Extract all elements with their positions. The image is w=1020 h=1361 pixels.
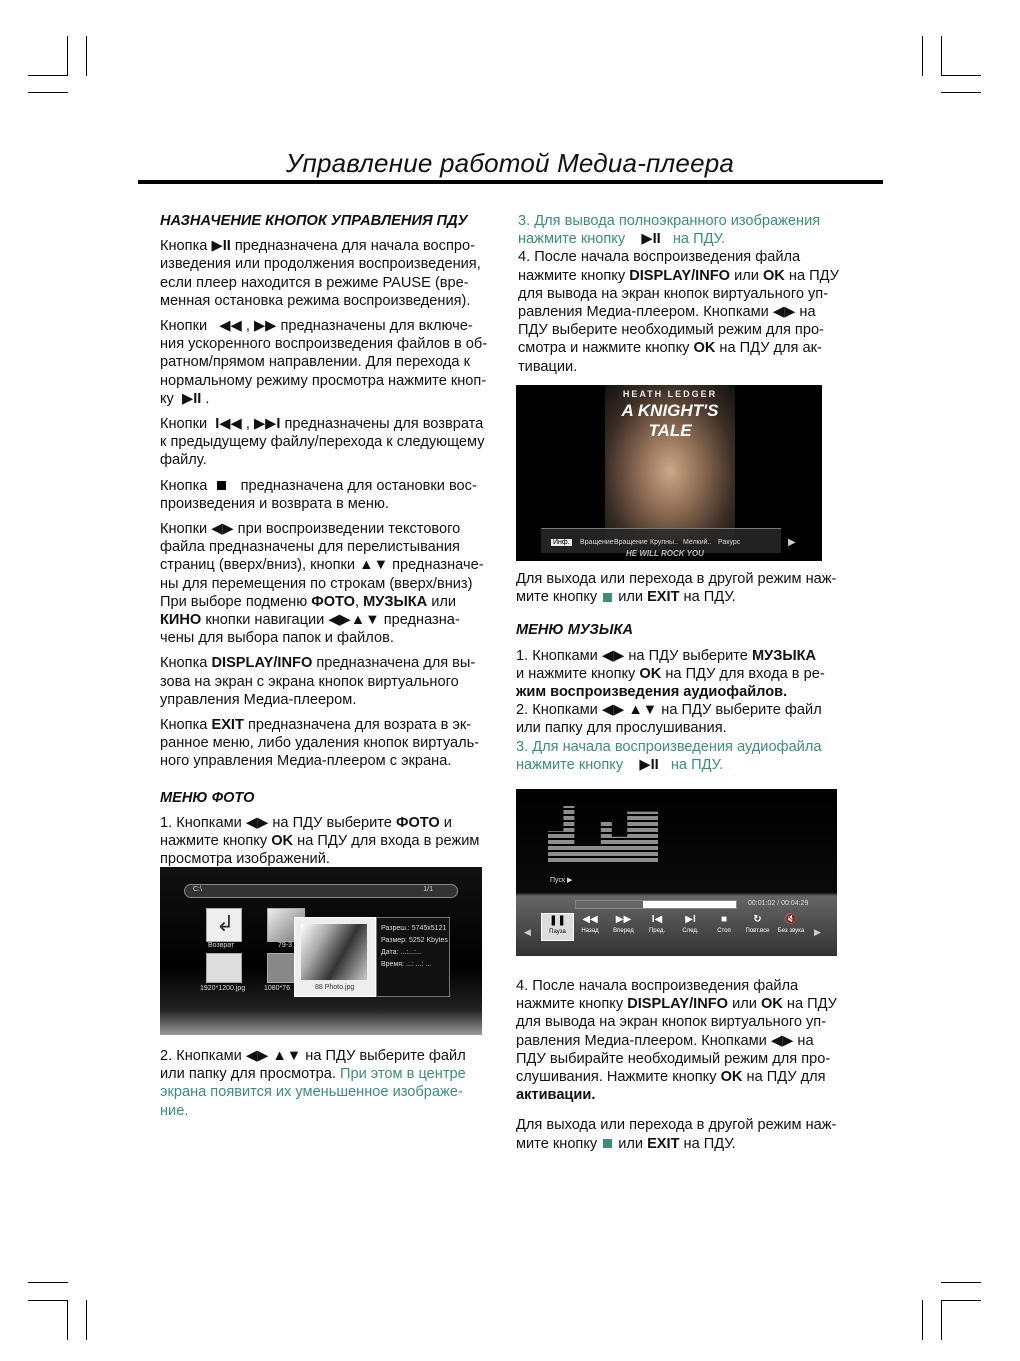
music-btn-1[interactable] — [575, 913, 606, 939]
music-btn-icon: ▶▶ — [615, 914, 632, 925]
crop-mark — [67, 36, 68, 76]
music-btn-icon: ◀◀ — [582, 914, 598, 925]
title-rule — [138, 180, 883, 184]
music-btn-label: Вперед — [613, 928, 634, 934]
music-btn-3[interactable] — [642, 913, 673, 939]
music-btn-icon: ❚❚ — [549, 915, 566, 926]
crop-mark — [941, 92, 981, 93]
paragraph: Кнопка предназначена для остановки вос- произведения и возврата в меню. — [160, 477, 477, 512]
music-btn-label: Пауза — [549, 929, 566, 935]
menu-btn-angle[interactable]: Ракурс — [718, 539, 741, 546]
stop-icon — [603, 593, 612, 602]
stop-icon — [603, 1139, 612, 1148]
left-column-bottom — [160, 1047, 500, 1127]
music-btn-0[interactable] — [541, 913, 574, 941]
music-btn-label: След. — [682, 928, 699, 934]
paragraph: Кнопки I◀◀ , ▶▶I предназначены для возврата к предыдущему файлу/перехода к следующему файлу. — [160, 416, 485, 469]
paragraph: Кнопка ▶II предназначена для начала воспро- изведения или продолжения воспроизведения, если плеер находится в режиме PAUSE (вре- менная остановка режима воспроизведения). — [160, 238, 481, 309]
music-btn-2[interactable] — [608, 913, 639, 939]
menu-btn-info[interactable]: Инф. — [553, 539, 570, 546]
progress-fill — [576, 901, 643, 908]
play-status: Пуск ▶ — [550, 877, 573, 884]
music-btn-icon: ■ — [720, 914, 728, 925]
crop-mark — [28, 1300, 68, 1301]
crop-mark — [28, 1282, 68, 1283]
crop-mark — [941, 1282, 981, 1283]
menu-btn-zoom-out[interactable]: Мелкий.. — [683, 539, 712, 546]
folder-thumb[interactable] — [206, 908, 242, 942]
equalizer-visual — [548, 806, 658, 862]
music-btn-label: Назад — [581, 928, 599, 934]
music-btn-label: Стоп — [717, 928, 731, 934]
music-btn-5[interactable] — [709, 913, 740, 939]
paragraph: 1. Кнопками ◀▶ на ПДУ выберите ФОТО и нажмите кнопку OK на ПДУ для входа в режим просмотра изображений. — [160, 814, 480, 868]
thumb-label: 1080*76 — [264, 985, 291, 992]
path-bar: C:\ 1/1 — [184, 884, 458, 898]
crop-mark — [86, 1300, 87, 1340]
section-heading: НАЗНАЧЕНИЕ КНОПОК УПРАВЛЕНИЯ ПДУ — [160, 213, 468, 229]
music-btn-4[interactable] — [675, 913, 706, 939]
section-heading: МЕНЮ ФОТО — [160, 789, 255, 806]
control-buttons — [541, 913, 809, 939]
back-arrow-icon: ↲ — [216, 911, 235, 936]
thumb-label: Возврат — [208, 942, 235, 949]
image-thumb[interactable] — [206, 953, 242, 983]
paragraph: 3. Для вывода полноэкранного изображения нажмите кнопку ▶II на ПДУ. — [518, 213, 821, 248]
thumb-label: 1920*1200.jpg — [200, 985, 246, 992]
menu-btn-rotate-2[interactable]: Вращение — [614, 539, 648, 546]
section-heading: МЕНЮ МУЗЫКА — [516, 622, 634, 639]
crop-mark — [941, 1300, 942, 1340]
thumb-label: 79-3 — [278, 942, 293, 949]
music-player-screenshot — [516, 789, 837, 956]
preview-image — [301, 924, 367, 980]
music-btn-icon: ▶I — [685, 914, 696, 925]
scroll-left-icon[interactable]: ◀ — [524, 927, 531, 937]
crop-mark — [67, 1300, 68, 1340]
paragraph: Кнопки ◀▶ при воспроизведении текстового файла предназначены для перелистывания страниц (вверх/вниз), кнопки ▲▼ предназначе- ны для перемещения по строкам (вверх/вниз) При выборе подменю ФОТО, МУЗЫКА или КИНО кнопки навигации ◀▶▲▼ предназна- чены для выбора папок и файлов. — [160, 521, 484, 647]
scroll-right-icon[interactable]: ▶ — [814, 927, 821, 937]
paragraph: Для выхода или перехода в другой режим наж- мите кнопку или EXIT на ПДУ. — [516, 1117, 837, 1152]
crop-mark — [941, 75, 981, 76]
paragraph: 1. Кнопками ◀▶ на ПДУ выберите МУЗЫКА и нажмите кнопку OK на ПДУ для входа в ре- жим воспроизведения аудиофайлов. — [516, 647, 825, 701]
page-title: Управление работой Медиа-плеера — [285, 148, 735, 178]
crop-mark — [922, 1300, 923, 1340]
paragraph: 3. Для начала воспроизведения аудиофайла нажмите кнопку ▶II на ПДУ. — [516, 738, 822, 773]
crop-mark — [941, 36, 942, 76]
movie-poster: HEATH LEDGER A KNIGHT'S TALE — [605, 385, 735, 541]
crop-mark — [28, 92, 68, 93]
preview-panel: 88 Photo.jpg — [294, 917, 376, 997]
left-column — [160, 212, 500, 876]
music-btn-label: Пред. — [648, 928, 666, 934]
crop-mark — [922, 36, 923, 76]
music-btn-icon: 🔇 — [784, 914, 798, 925]
paragraph: Кнопки ◀◀ , ▶▶ предназначены для включе- ния ускоренного воспроизведения файлов в об- ратном/прямом направлении. Для перехода к нормальному режиму просмотра нажмите кноп- ку ▶II . — [160, 318, 488, 407]
menu-btn-zoom-in[interactable]: Крупны.. — [650, 539, 678, 546]
paragraph: 2. Кнопками ◀▶ ▲▼ на ПДУ выберите файл или папку для прослушивания. — [516, 702, 822, 737]
scroll-right-icon[interactable]: ▶ — [788, 537, 796, 548]
right-column — [518, 212, 858, 383]
paragraph: Кнопка DISPLAY/INFO предназначена для вы- зова на экран с экрана кнопок виртуального управления Медиа-плеером. — [160, 655, 476, 708]
progress-bar[interactable] — [575, 900, 737, 909]
music-btn-label: Повт.все — [745, 928, 770, 934]
music-btn-icon: I◀ — [651, 914, 663, 925]
paragraph: 4. После начала воспроизведения файла нажмите кнопку DISPLAY/INFO или OK на ПДУ для вывода на экран кнопок виртуального уп- равления Медиа-плеером. Кнопками ◀▶ на ПДУ выберите необходимый режим для про- смотра и нажмите кнопку OK на ПДУ для ак- тивации. — [518, 249, 839, 375]
paragraph: Для выхода или перехода в другой режим наж- мите кнопку или EXIT на ПДУ. — [516, 571, 837, 606]
music-btn-6[interactable] — [742, 913, 773, 939]
music-btn-label: Без звука — [777, 928, 805, 934]
music-btn-7[interactable] — [776, 913, 807, 939]
info-panel: Разреш.: 5745x5121 Размер: 5252 Kbytes Дата: ...:...:... Время: ...: ...: ... — [376, 917, 450, 997]
menu-btn-rotate-1[interactable]: Вращение — [580, 539, 614, 546]
right-column-middle — [516, 570, 856, 781]
crop-mark — [941, 1300, 981, 1301]
crop-mark — [86, 36, 87, 76]
stop-icon — [217, 481, 226, 490]
movie-playback-screenshot: HEATH LEDGER A KNIGHT'S TALE HE WILL ROCK YOU Инф. Вращение Вращение Крупны.. Мелкий.. Ракурс ▶ — [516, 385, 822, 561]
photo-browser-screenshot — [160, 867, 482, 1035]
paragraph: Кнопка EXIT предназначена для возрата в эк- ранное меню, либо удаления кнопок виртуаль- ного управления Медиа-плеером с экрана. — [160, 717, 480, 770]
crop-mark — [28, 75, 68, 76]
time-readout: 00:01:02 / 00:04:29 — [748, 900, 809, 907]
paragraph: 2. Кнопками ◀▶ ▲▼ на ПДУ выберите файл или папку для просмотра. При этом в центре экрана появится их уменьшенное изображе- ние. — [160, 1048, 466, 1119]
paragraph: 4. После начала воспроизведения файла нажмите кнопку DISPLAY/INFO или OK на ПДУ для вывода на экран кнопок виртуального уп- равления Медиа-плеером. Кнопками ◀▶ на ПДУ выбирайте необходимый режим для про- слушивания. Нажмите кнопку OK на ПДУ для активации. — [516, 978, 837, 1104]
right-column-bottom — [516, 977, 856, 1160]
music-btn-icon: ↻ — [753, 914, 762, 925]
